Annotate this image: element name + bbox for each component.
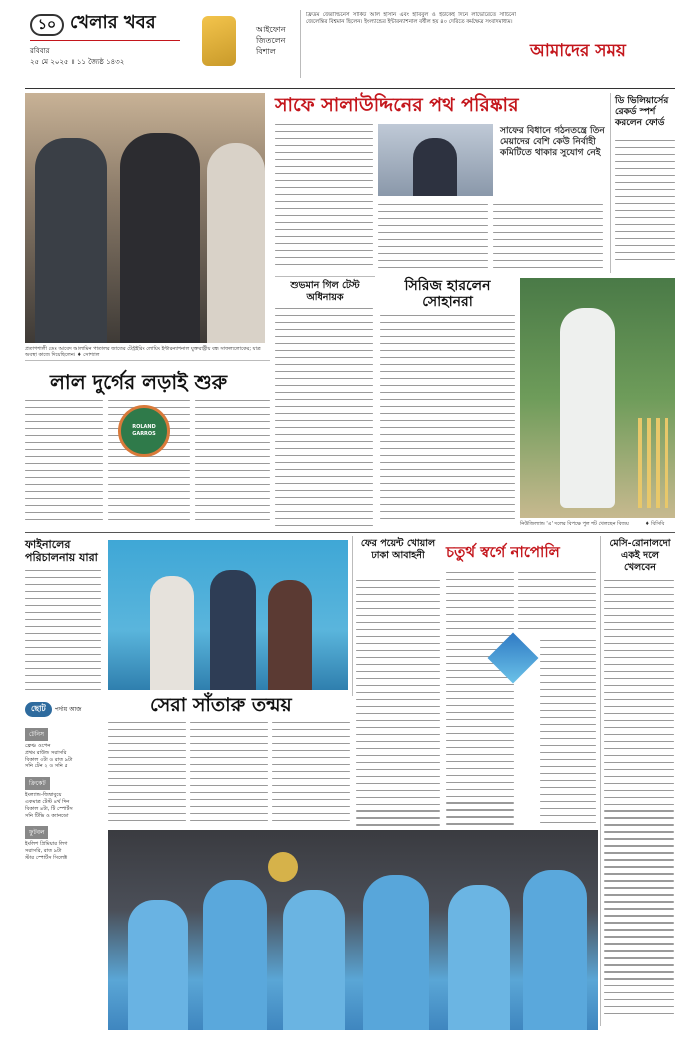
schedule-line: সনি টিভি ও ক্যানডো: [25, 812, 69, 819]
messi-body: [604, 580, 674, 1020]
schedule-line: স্টার স্পোর্টস সিলেক্ট: [25, 854, 68, 861]
schedule-line: একমাত্র টেস্ট ৪র্থ দিন: [25, 798, 70, 805]
swim-headline: সেরা সাঁতারু তন্ময়: [150, 694, 292, 716]
tv-schedule-sidebar: [25, 702, 105, 1032]
schedule-item: [25, 721, 105, 770]
header-date: ২৫ মে ২০২৫ ॥ ১১ জ্যৈষ্ঠ ১৪৩২: [30, 58, 125, 66]
sohan-body: [380, 315, 515, 527]
napoli-body-col3: [540, 640, 596, 834]
page-header: [0, 0, 700, 88]
napoli-team-photo: [108, 830, 598, 1030]
napoli-headline: চতুর্থ স্বর্গে নাপোলি: [446, 543, 560, 561]
sohan-photo-caption: নিউজিল্যান্ড 'এ' দলের বিপক্ষে পুল শট খেলছেন বিজয়: [520, 521, 629, 527]
ford-headline: ডি ভিলিয়ার্সের রেকর্ড স্পর্শ করলেন ফোর্ড: [615, 96, 669, 128]
schedule-sport: টেনিস: [25, 728, 48, 741]
french-headline: লাল দুর্গের লড়াই শুরু: [50, 370, 228, 394]
teaser-text: আইফোন জিতলেন বিশাল: [256, 25, 286, 56]
header-lead-text: ফ্রিডম জেরাল্ডিনের্স সার্কিট আল হাসান এবং হাবিবুল ও ইউকেই দিনে লাভোরেতে সার্চিনো জেলেন্তির বিশ্বমান ছিলেন। ইংল্যান্ডের ইন্টারন্যাশনাল বৰ্ষীল হয় ৪০ দেরিতে কর্মক্ষেত্র সংবাদমাধ্যম।: [306, 12, 516, 25]
dhaka-headline: ফের পয়েন্ট খোয়াল ঢাকা আবাহনী: [360, 538, 436, 561]
schedule-badge-tail: পর্দায় আজ: [54, 706, 82, 713]
sohan-headline: সিরিজ হারলেন সোহানরা: [404, 278, 491, 310]
schedule-line: বিকাল ৪টা, টি স্পোর্টস: [25, 805, 73, 812]
french-body-col1: [25, 400, 103, 528]
safe-headline: সাফে সালাউদ্দিনের পথ পরিষ্কার: [275, 94, 519, 116]
messi-headline: মেসি-রোনালদো একই দলে খেলবেন: [609, 538, 671, 573]
swim-body-col2: [190, 722, 268, 827]
header-rule: [30, 40, 180, 41]
swim-body-col1: [108, 722, 186, 827]
napoli-body-col1: [446, 572, 514, 834]
gill-headline: শুভমান গিল টেস্ট অধিনায়ক: [290, 280, 360, 303]
schedule-line: বিকাল ৩টা ও রাত ৯টা: [25, 756, 73, 763]
schedule-badge: ছোট: [25, 702, 52, 717]
safe-body-col1: [275, 124, 373, 274]
brand-logo: আমাদের সময়: [530, 41, 626, 61]
safe-portrait: [378, 124, 493, 196]
dhaka-body: [356, 580, 440, 835]
schedule-item: [25, 770, 105, 819]
schedule-line: প্রথম রাউন্ড সরাসরি: [25, 749, 67, 756]
section-title: খেলার খবর: [70, 12, 156, 33]
schedule-line: সরাসরি, রাত ৯টা: [25, 848, 62, 855]
schedule-line: সনি টেন ২ ও সনি ৫: [25, 763, 68, 770]
french-body-col3: [195, 400, 270, 528]
napoli-body-col2: [518, 572, 596, 632]
roland-garros-logo: ROLAND GARROS: [118, 405, 170, 457]
swim-body-col3: [272, 722, 350, 827]
gill-body: [275, 308, 373, 528]
header-day: রবিবার: [30, 47, 50, 55]
swim-photo: [108, 540, 348, 690]
schedule-sport: ক্রিকেট: [25, 777, 50, 790]
teaser-phone-image: [202, 16, 236, 66]
final-headline: ফাইনালের পরিচালনায় যারা: [25, 538, 98, 564]
safe-body-col3: [493, 204, 603, 274]
safe-quote: সাফের বিধানে গঠনতন্ত্রে তিন মেয়াদের বেশি কেউ নির্বাহী কমিটিতে থাকার সুযোগ নেই: [500, 126, 605, 158]
safe-photo-caption: প্রতাপশালী ডেঃ আবেদ আলামিন পাতালর জাতের টেস্ট্রইরিং লোয়িং ইন্টারন্যাশনাল যুক্তরাষ্ট্রীয় বন্ধ সাফল্যলোকের; যাত্র অবস্থা কাজে দিয়েছিলেন। ♦ সোশ্যাল: [25, 346, 261, 359]
ford-body: [615, 140, 675, 270]
schedule-line: ইংল্যান্ড-জিম্বাবুয়ে: [25, 792, 62, 799]
schedule-line: ফ্রেঞ্চ ওপেন: [25, 743, 51, 749]
schedule-line: ইংলিশ প্রিমিয়ার লিগ: [25, 841, 68, 848]
safe-body-col2: [378, 204, 488, 274]
schedule-sport: ফুটবল: [25, 826, 48, 839]
sohan-photo: [520, 278, 675, 518]
schedule-item: [25, 819, 105, 861]
page-number-badge: ১০: [30, 14, 64, 36]
final-body: [25, 570, 101, 695]
safe-photo: [25, 93, 265, 343]
sohan-photo-credit: ♦ বিসিবি: [645, 521, 665, 527]
